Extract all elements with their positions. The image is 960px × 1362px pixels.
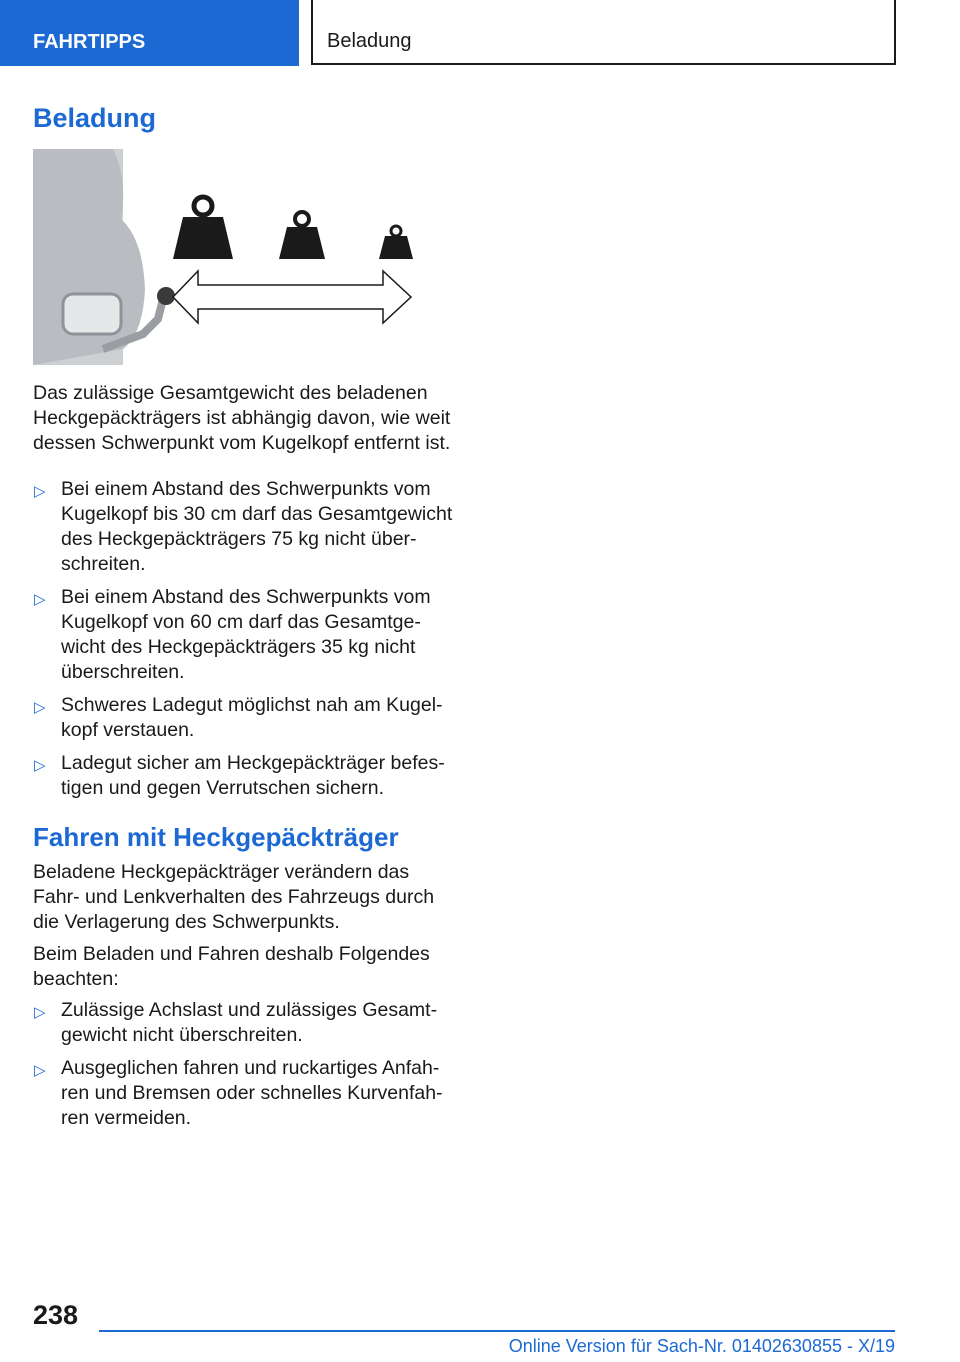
page-number: 238 <box>33 1300 79 1330</box>
driving-rules-list <box>33 998 453 1139</box>
footer-divider <box>99 1330 895 1332</box>
chapter-title: Beladung <box>311 0 896 65</box>
list-item: ▷ Schweres Ladegut möglichst nah am Kugel-kopf verstauen. <box>34 694 443 741</box>
footer-online-version: Online Version für Sach-Nr. 01402630855 - X/19 <box>508 1336 895 1356</box>
triangle-bullet-icon: ▷ <box>34 1062 46 1079</box>
list-item: ▷ Ladegut sicher am Heckgepäckträger befes-tigen und gegen Verrutschen sichern. <box>34 752 445 799</box>
triangle-bullet-icon: ▷ <box>34 699 46 716</box>
heading-fahren-mit-heckgepaecktraeger: Fahren mit Heckgepäckträger <box>33 822 399 852</box>
distance-arrow <box>173 271 411 323</box>
tow-hitch-weight-illustration <box>33 149 453 365</box>
loading-rules-list <box>33 477 453 809</box>
observe-paragraph: Beim Beladen und Fahren deshalb Folgendes beachten: <box>33 943 430 990</box>
triangle-bullet-icon: ▷ <box>34 591 46 608</box>
list-item: ▷ Zulässige Achslast und zulässiges Gesamt-gewicht nicht überschreiten. <box>34 999 438 1046</box>
list-item: ▷ Bei einem Abstand des Schwerpunkts vom Kugelkopf bis 30 cm darf das Gesamtgewicht des Heckgepäckträgers 75 kg nicht über-schreiten. <box>34 478 453 575</box>
intro-paragraph: Das zulässige Gesamtgewicht des beladenen Heckgepäckträgers ist abhängig davon, wie weit dessen Schwerpunkt vom Kugelkopf entfernt ist. <box>33 382 451 454</box>
weight-small-icon <box>379 226 413 259</box>
section-tab: FAHRTIPPS <box>0 0 299 66</box>
triangle-bullet-icon: ▷ <box>34 1004 46 1021</box>
weight-medium-icon <box>279 212 325 259</box>
heading-beladung: Beladung <box>33 103 157 133</box>
list-item: ▷ Ausgeglichen fahren und ruckartiges Anfah-ren und Bremsen oder schnelles Kurvenfah-ren vermeiden. <box>34 1057 443 1129</box>
triangle-bullet-icon: ▷ <box>34 483 46 500</box>
list-item: ▷ Bei einem Abstand des Schwerpunkts vom Kugelkopf von 60 cm darf das Gesamtge-wicht des Heckgepäckträgers 35 kg nicht überschreiten. <box>34 586 431 683</box>
weight-large-icon <box>173 197 233 259</box>
page-header <box>0 0 960 66</box>
exhaust-pipe <box>63 294 121 334</box>
tow-ball <box>157 287 175 305</box>
driving-paragraph: Beladene Heckgepäckträger verändern das Fahr- und Lenkverhalten des Fahrzeugs durch die Verlagerung des Schwerpunkts. <box>33 861 435 933</box>
triangle-bullet-icon: ▷ <box>34 757 46 774</box>
